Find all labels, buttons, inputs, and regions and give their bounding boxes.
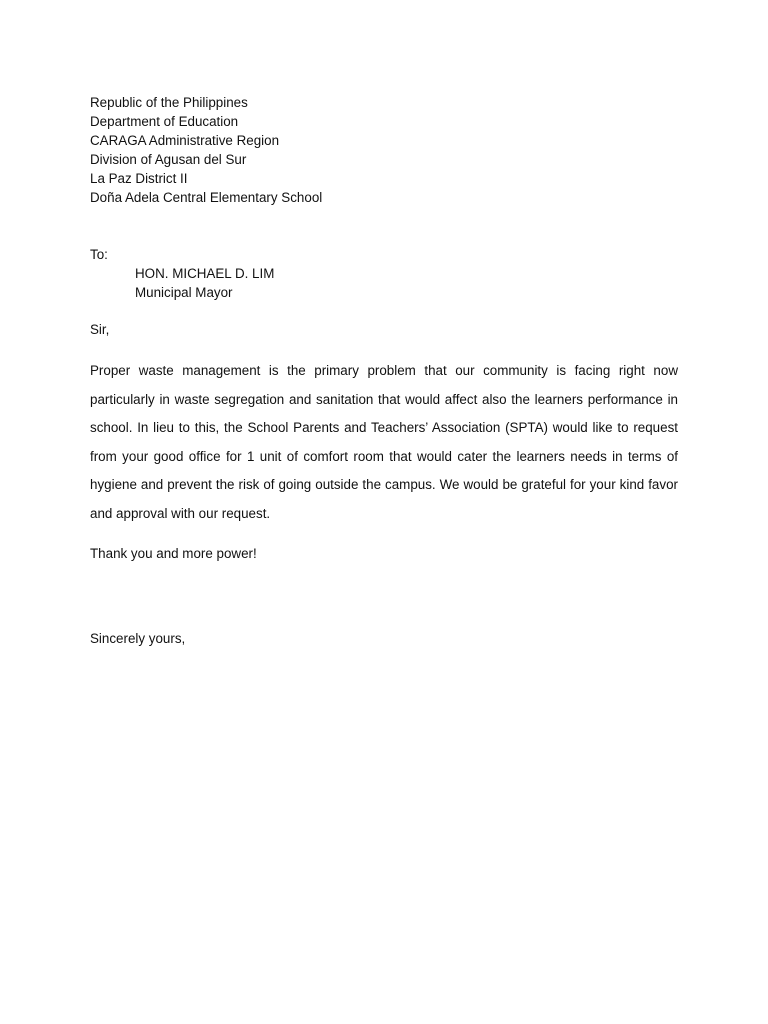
letter-page: [90, 93, 678, 648]
header-line-division: Division of Agusan del Sur: [90, 152, 247, 167]
header-line-republic: Republic of the Philippines: [90, 95, 248, 110]
header-line-district: La Paz District II: [90, 171, 188, 186]
closing-line: Sincerely yours,: [90, 631, 186, 646]
header-line-department: Department of Education: [90, 114, 239, 129]
thanks-line: Thank you and more power!: [90, 546, 257, 561]
header-line-school: Doña Adela Central Elementary School: [90, 190, 323, 205]
letter-body: Proper waste management is the primary problem that our community is facing right now particularly in waste segregation and sanitation that would affect also the learners performance in school. In lieu to this, the School Parents and Teachers’ Association (SPTA) would like to request from your good office for 1 unit of comfort room that would cater the learners needs in terms of hygiene and prevent the risk of going outside the campus. We would be grateful for your kind favor and approval with our request.: [90, 363, 678, 521]
to-label: To:: [90, 247, 108, 262]
recipient-name: HON. MICHAEL D. LIM: [135, 266, 275, 281]
header-line-region: CARAGA Administrative Region: [90, 133, 280, 148]
salutation: Sir,: [90, 322, 110, 337]
letter-header: [90, 93, 678, 207]
recipient-title: Municipal Mayor: [135, 285, 233, 300]
recipient-block: [90, 264, 678, 302]
